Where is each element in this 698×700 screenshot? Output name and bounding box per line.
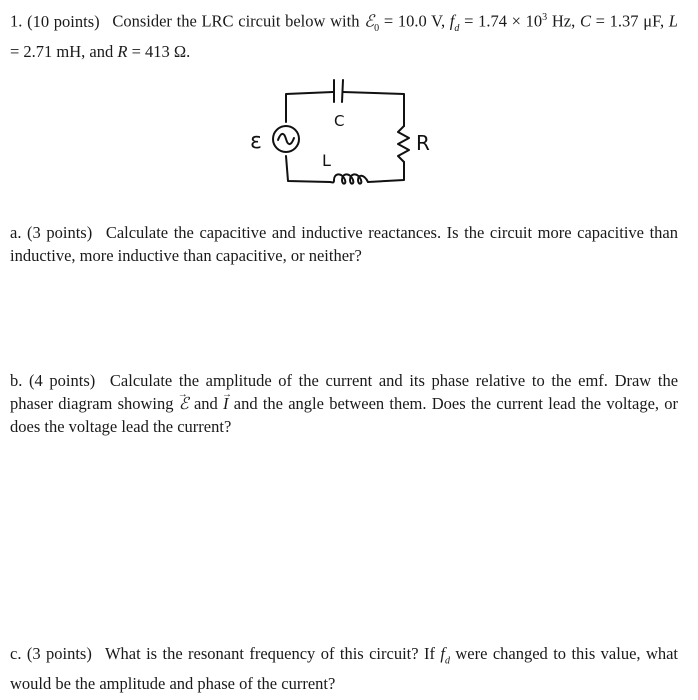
part-b-text-1: Calculate the amplitude of the current and its phase relative to the emf. Draw the phaser diagram showing (10, 371, 679, 413)
part-c-text-2: were changed to this value, what would be the amplitude and phase of the current? (10, 644, 679, 694)
r-symbol: R (117, 41, 128, 61)
part-c-fd-symbol: f (440, 644, 445, 663)
wire-right-bottom (368, 162, 404, 182)
problem-intro: Consider the LRC circuit below with (112, 11, 360, 31)
part-a-label: a. (10, 223, 22, 242)
ac-source-wave (278, 134, 294, 144)
label-r: R (416, 131, 430, 155)
vector-current: I → (223, 394, 229, 413)
part-a-text: Calculate the capacitive and inductive reactances. Is the circuit more capacitive than inductive, more inductive than capacitive, or neither? (10, 223, 679, 265)
fd-unit: Hz, (551, 11, 576, 31)
label-emf: ε (250, 129, 262, 154)
part-b (10, 369, 678, 438)
l-value: = 2.71 mH, and (10, 41, 114, 61)
part-a-points: (3 points) (27, 223, 93, 242)
part-b-points: (4 points) (29, 371, 96, 390)
label-l: L (322, 151, 331, 170)
l-symbol: L (668, 11, 678, 31)
wire-top-right (343, 92, 404, 126)
c-value: = 1.37 μF, (595, 11, 665, 31)
problem-number: 1. (10, 11, 23, 31)
c-symbol: C (579, 11, 591, 31)
label-c: C (334, 112, 345, 130)
part-c-text-1: What is the resonant frequency of this circuit? If (104, 644, 435, 663)
resistor (398, 126, 409, 162)
part-a (10, 221, 678, 267)
wire-top-left (286, 92, 333, 122)
emf-symbol: ℰ (364, 11, 375, 31)
inductor (330, 174, 368, 183)
vector-emf: ℰ → (179, 394, 189, 413)
part-b-text-2: and the angle between them. Does the current lead the voltage, or does the voltage lead the current? (10, 394, 679, 436)
fd-value: = 1.74 × 10 (464, 11, 543, 31)
part-c (10, 642, 678, 695)
part-b-and: and (193, 394, 218, 413)
emf-value: = 10.0 V, (383, 11, 446, 31)
problem-points: (10 points) (27, 11, 100, 31)
part-c-fd-subscript: d (444, 655, 450, 667)
part-b-label: b. (10, 371, 23, 390)
capacitor-plate-right (342, 80, 343, 102)
fd-subscript: d (454, 22, 460, 34)
emf-subscript: 0 (374, 22, 380, 34)
problem-statement (10, 6, 678, 63)
r-value: = 413 Ω. (131, 41, 191, 61)
circuit-diagram (236, 74, 456, 194)
fd-exponent: 3 (542, 12, 548, 23)
part-c-label: c. (10, 644, 22, 663)
fd-symbol: f (449, 11, 455, 31)
part-c-points: (3 points) (26, 644, 92, 663)
